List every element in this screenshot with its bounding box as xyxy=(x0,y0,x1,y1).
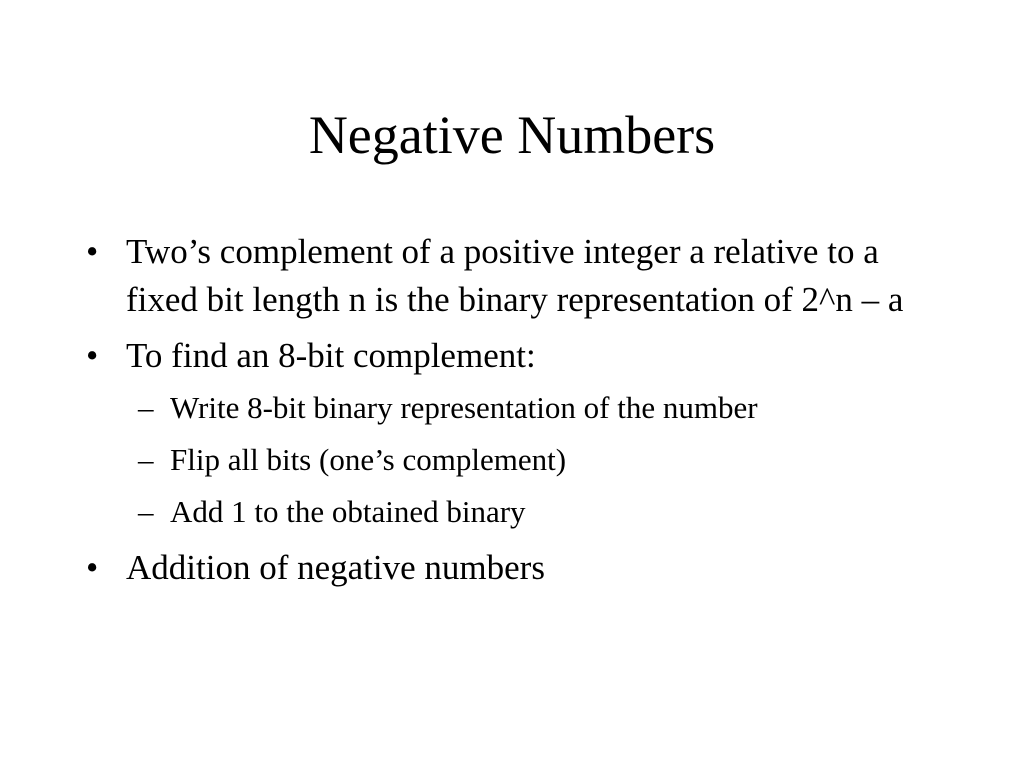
bullet-item xyxy=(86,332,946,380)
sub-bullet-marker: – xyxy=(138,442,154,477)
bullet-text: To find an 8-bit complement: xyxy=(126,336,536,375)
slide-title: Negative Numbers xyxy=(308,105,716,165)
sub-bullet-item xyxy=(86,492,946,532)
sub-bullet-text: Add 1 to the obtained binary xyxy=(170,494,526,529)
sub-bullet-text: Flip all bits (one’s complement) xyxy=(170,442,567,477)
bullet-text: Two’s complement of a positive integer a relative to a fixed bit length n is the binary representation of 2^n – a xyxy=(126,232,904,319)
bullet-marker: • xyxy=(86,336,99,375)
slide-body xyxy=(86,228,946,600)
bullet-item xyxy=(86,544,946,592)
bullet-marker: • xyxy=(86,548,99,587)
sub-bullet-item xyxy=(86,388,946,428)
bullet-item xyxy=(86,228,946,324)
bullet-marker: • xyxy=(86,232,99,271)
bullet-text: Addition of negative numbers xyxy=(126,548,545,587)
sub-bullet-text: Write 8-bit binary representation of the number xyxy=(170,390,758,425)
sub-bullet-item xyxy=(86,440,946,480)
sub-bullet-marker: – xyxy=(138,390,154,425)
sub-bullet-marker: – xyxy=(138,494,154,529)
